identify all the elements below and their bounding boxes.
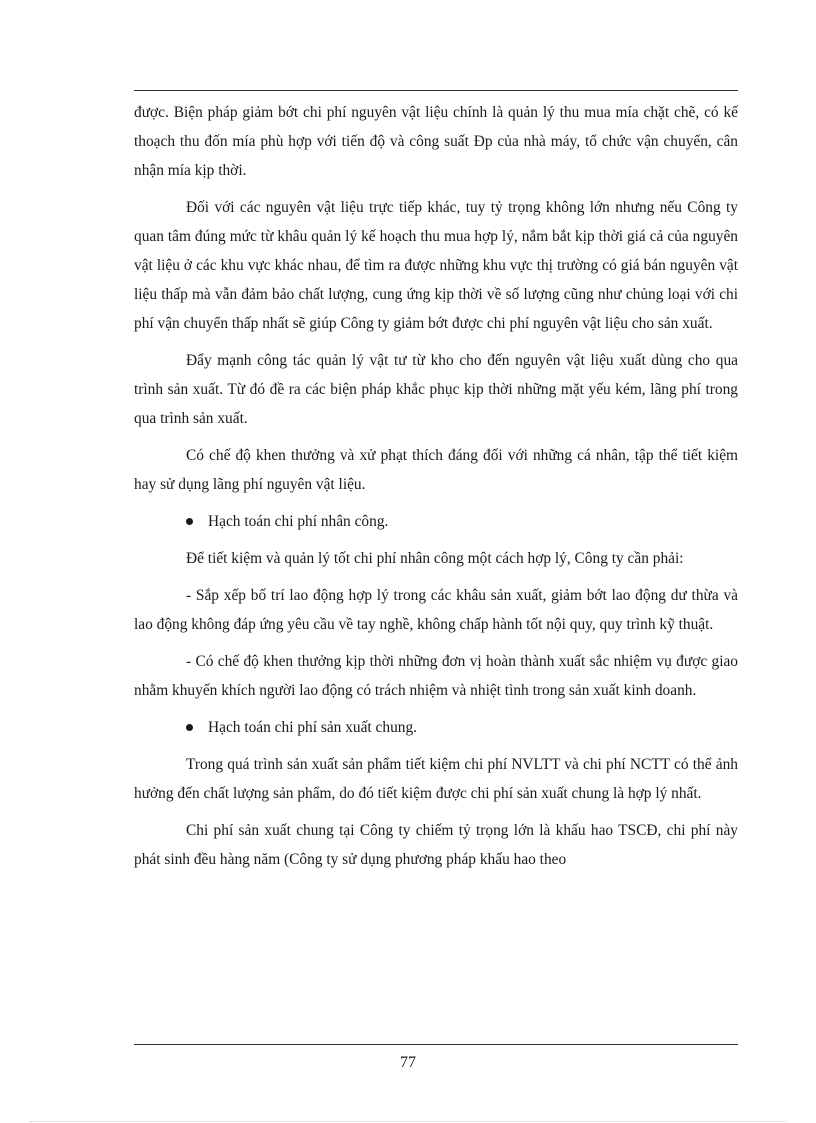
paragraph-2: Đối với các nguyên vật liệu trực tiếp khác, tuy tỷ trọng không lớn nhưng nếu Công ty quan tâm đúng mức từ khâu quản lý kế hoạch thu mua hợp lý, nắm bắt kịp thời giá cả của nguyên vật liệu ở các khu vực khác nhau, để tìm ra được những khu vực thị trường có giá bán nguyên vật liệu thấp mà vẫn đảm bảo chất lượng, cung ứng kịp thời về số lượng cũng như chủng loại với chi phí vận chuyển thấp nhất sẽ giúp Công ty giảm bớt được chi phí nguyên vật liệu cho sản xuất. (134, 199, 738, 332)
document-body (134, 98, 738, 882)
paragraph-1: được. Biện pháp giảm bớt chi phí nguyên vật liệu chính là quản lý thu mua mía chặt chẽ, có kế thoạch thu đốn mía phù hợp với tiến độ và công suất Đp của nhà máy, tổ chức vận chuyển, cân nhận mía kịp thời. (134, 104, 738, 179)
paragraph-5: Để tiết kiệm và quản lý tốt chi phí nhân công một cách hợp lý, Công ty cần phải: (186, 550, 684, 567)
paragraph-7: - Có chế độ khen thưởng kịp thời những đơn vị hoàn thành xuất sắc nhiệm vụ được giao nhằm khuyến khích người lao động có trách nhiệm và nhiệt tình trong sản xuất kinh doanh. (134, 653, 738, 699)
footer-rule (134, 1044, 738, 1045)
header-rule (134, 90, 738, 91)
bullet-icon (186, 518, 193, 525)
bullet-item-overhead-cost (134, 713, 738, 742)
bullet-text: Hạch toán chi phí nhân công. (208, 513, 389, 530)
bullet-text: Hạch toán chi phí sản xuất chung. (208, 719, 417, 736)
page-number: 77 (400, 1054, 416, 1071)
paragraph-9: Chi phí sản xuất chung tại Công ty chiếm tỷ trọng lớn là khấu hao TSCĐ, chi phí này phát sinh đều hàng năm (Công ty sử dụng phương pháp khấu hao theo (134, 822, 738, 868)
bullet-icon (186, 724, 193, 731)
page-edge-divider (30, 1121, 786, 1122)
paragraph-6: - Sắp xếp bố trí lao động hợp lý trong các khâu sản xuất, giảm bớt lao động dư thừa và lao động không đáp ứng yêu cầu về tay nghề, không chấp hành tốt nội quy, quy trình kỹ thuật. (134, 587, 738, 633)
paragraph-4: Có chế độ khen thưởng và xử phạt thích đáng đối với những cá nhân, tập thể tiết kiệm hay sử dụng lãng phí nguyên vật liệu. (134, 447, 738, 493)
bullet-item-labor-cost (134, 507, 738, 536)
paragraph-3: Đẩy mạnh công tác quản lý vật tư từ kho cho đến nguyên vật liệu xuất dùng cho qua trình sản xuất. Từ đó đề ra các biện pháp khắc phục kịp thời những mặt yếu kém, lãng phí trong qua trình sản xuất. (134, 352, 738, 427)
paragraph-8: Trong quá trình sản xuất sản phẩm tiết kiệm chi phí NVLTT và chi phí NCTT có thể ảnh hưởng đến chất lượng sản phẩm, do đó tiết kiệm được chi phí sản xuất chung là hợp lý nhất. (134, 756, 738, 802)
